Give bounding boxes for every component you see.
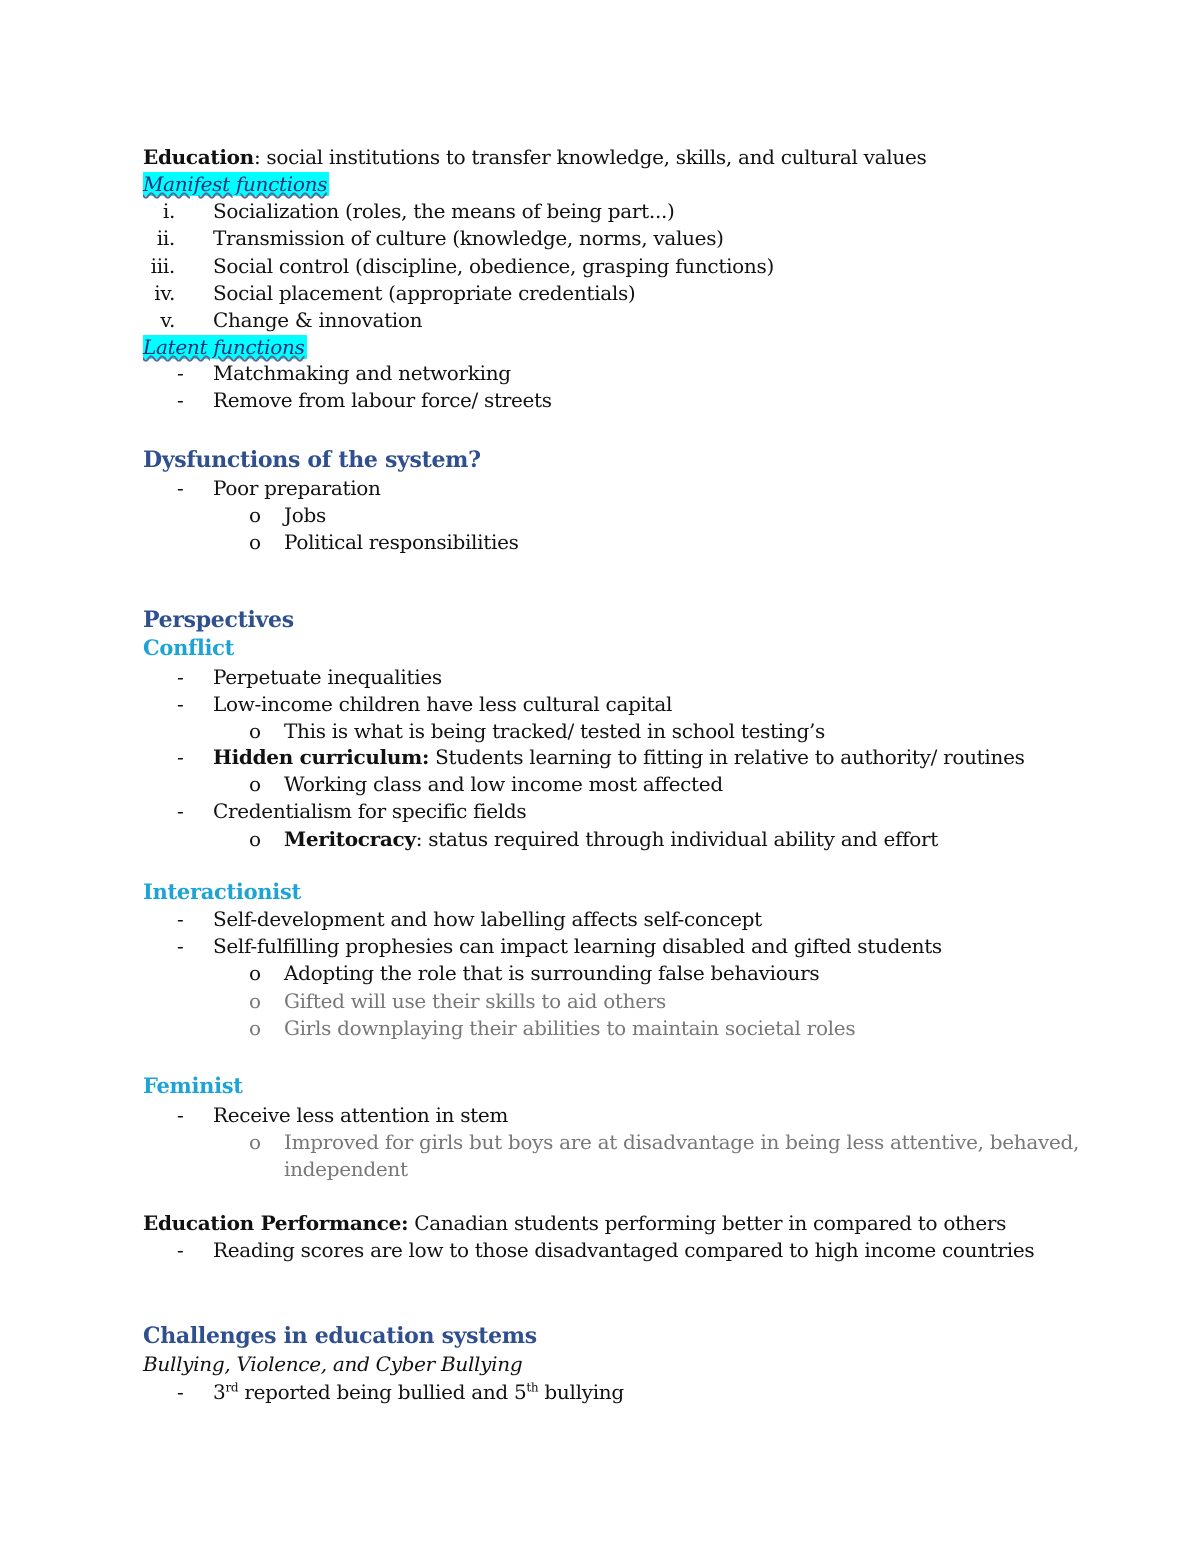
circle-bullet: o xyxy=(249,989,261,1013)
list-item-text: Perpetuate inequalities xyxy=(213,665,442,689)
list-item-text: Self-development and how labelling affects self-concept xyxy=(213,907,762,931)
list-marker: iii. xyxy=(150,254,175,278)
circle-bullet: o xyxy=(249,772,261,796)
dash-bullet: - xyxy=(177,1238,184,1262)
list-item-text: independent xyxy=(284,1157,408,1181)
list-marker: v. xyxy=(160,308,175,332)
dash-bullet: - xyxy=(177,665,184,689)
list-item-text: Political responsibilities xyxy=(284,530,519,554)
dash-bullet: - xyxy=(177,1103,184,1127)
perspectives-heading: Perspectives xyxy=(143,607,294,633)
circle-bullet: o xyxy=(249,1016,261,1040)
conflict-heading: Conflict xyxy=(143,635,235,660)
list-marker: i. xyxy=(162,199,175,223)
list-item-text: Jobs xyxy=(284,503,326,527)
education-performance-text: Canadian students performing better in compared to others xyxy=(408,1211,1007,1235)
list-item-text: Credentialism for specific fields xyxy=(213,799,527,823)
list-item-text xyxy=(213,1380,624,1404)
dash-bullet: - xyxy=(177,745,184,769)
challenges-heading: Challenges in education systems xyxy=(143,1323,537,1349)
list-item-text xyxy=(284,827,938,851)
list-item-text: Remove from labour force/ streets xyxy=(213,388,552,412)
list-item-text: Social placement (appropriate credentials) xyxy=(213,281,636,305)
education-definition-text: : social institutions to transfer knowledge, skills, and cultural values xyxy=(253,145,927,169)
list-item-text: Adopting the role that is surrounding false behaviours xyxy=(284,961,820,985)
hidden-curriculum-text: Students learning to fitting in relative to authority/ routines xyxy=(429,745,1025,769)
list-item-text: Socialization (roles, the means of being part...) xyxy=(213,199,675,223)
list-item-text xyxy=(213,745,1025,769)
list-item-text: This is what is being tracked/ tested in school testing’s xyxy=(284,719,826,743)
hidden-curriculum-term: Hidden curriculum: xyxy=(213,745,430,769)
list-item-text: Self-fulfilling prophesies can impact learning disabled and gifted students xyxy=(213,934,942,958)
text-part: bullying xyxy=(538,1380,624,1404)
list-item-text: Improved for girls but boys are at disadvantage in being less attentive, behaved, xyxy=(284,1130,1080,1154)
dash-bullet: - xyxy=(177,1380,184,1404)
dash-bullet: - xyxy=(177,361,184,385)
dysfunctions-heading: Dysfunctions of the system? xyxy=(143,447,481,473)
list-item-text: Receive less attention in stem xyxy=(213,1103,509,1127)
list-item-text: Change & innovation xyxy=(213,308,423,332)
dash-bullet: - xyxy=(177,907,184,931)
circle-bullet: o xyxy=(249,530,261,554)
list-item-text: Gifted will use their skills to aid others xyxy=(284,989,667,1013)
feminist-heading: Feminist xyxy=(143,1073,243,1098)
superscript: th xyxy=(526,1380,539,1395)
latent-functions-heading: Latent functions xyxy=(143,335,305,359)
circle-bullet: o xyxy=(249,827,261,851)
circle-bullet: o xyxy=(249,503,261,527)
interactionist-heading: Interactionist xyxy=(143,879,301,904)
education-performance-term: Education Performance: xyxy=(143,1211,409,1235)
circle-bullet: o xyxy=(249,961,261,985)
text-part: 3 xyxy=(213,1380,226,1404)
list-item-text: Transmission of culture (knowledge, norms, values) xyxy=(213,226,724,250)
list-item-text: Low-income children have less cultural capital xyxy=(213,692,673,716)
circle-bullet: o xyxy=(249,719,261,743)
bullying-subheading: Bullying, Violence, and Cyber Bullying xyxy=(143,1352,523,1376)
dash-bullet: - xyxy=(177,476,184,500)
dash-bullet: - xyxy=(177,934,184,958)
list-marker: ii. xyxy=(156,226,175,250)
education-term: Education xyxy=(143,145,254,169)
superscript: rd xyxy=(225,1380,239,1395)
list-item-text: Working class and low income most affected xyxy=(284,772,723,796)
list-item-text: Reading scores are low to those disadvantaged compared to high income countries xyxy=(213,1238,1035,1262)
meritocracy-text: : status required through individual ability and effort xyxy=(415,827,938,851)
list-item-text: Poor preparation xyxy=(213,476,381,500)
education-performance xyxy=(143,1211,1006,1235)
list-marker: iv. xyxy=(154,281,175,305)
list-item-text: Girls downplaying their abilities to maintain societal roles xyxy=(284,1016,856,1040)
circle-bullet: o xyxy=(249,1130,261,1154)
list-item-text: Social control (discipline, obedience, grasping functions) xyxy=(213,254,774,278)
manifest-functions-heading: Manifest functions xyxy=(143,172,328,196)
dash-bullet: - xyxy=(177,692,184,716)
dash-bullet: - xyxy=(177,799,184,823)
list-item-text: Matchmaking and networking xyxy=(213,361,511,385)
text-part: reported being bullied and 5 xyxy=(238,1380,527,1404)
meritocracy-term: Meritocracy xyxy=(284,827,416,851)
education-definition xyxy=(143,145,926,169)
dash-bullet: - xyxy=(177,388,184,412)
